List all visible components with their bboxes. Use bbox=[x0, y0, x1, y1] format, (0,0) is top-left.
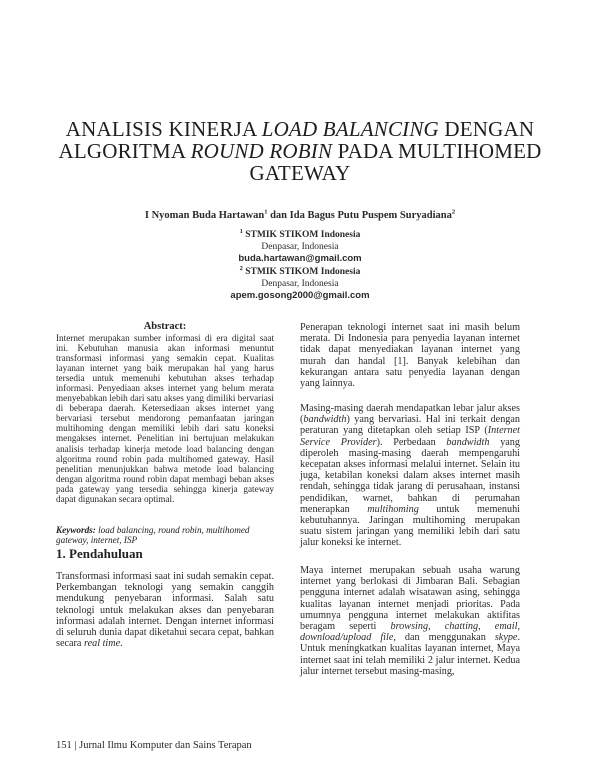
affiliation-2: $^2$ STMIK STIKOM Indonesia Denpasar, Indonesia apem.gosong2000@gmail.com bbox=[150, 267, 450, 302]
abstract-heading: Abstract: bbox=[143, 321, 187, 332]
right-paragraph-2: Masing-masing daerah mendapatkan lebar jalur akses (bandwidth) yang bervariasi. Hal ini terkait dengan peraturan yang ditetapkan oleh setiap ISP (Internet Service Provider). Perbedaan bandwidth yang diperoleh masing-masing daerah mempengaruhi kecepatan akses informasi melalui internet. Selain itu juga, ketabilan koneksi dalam akses internet masih rendah, sehingga tidak jarang di perusahaan, instansi pendidikan, warnet, bahkan di perumahan menerapkan multihoming untuk memenuhi kebutuhannya. Jaringan multihoming merupakan suatu sistem jaringan yang memiliki lebih dari satu jalur koneksi ke internet. bbox=[300, 403, 520, 549]
email-2[interactable]: apem.gosong2000@gmail.com bbox=[230, 290, 370, 301]
keywords: Keywords: load balancing, round robin, multihomed gateway, internet, ISP bbox=[56, 525, 250, 545]
title-line-2: ALGORITMA ROUND ROBIN PADA MULTIHOMED bbox=[58, 139, 542, 163]
author-1: I Nyoman Buda Hartawan bbox=[144, 210, 265, 221]
title-line-1: ANALISIS KINERJA LOAD BALANCING DENGAN bbox=[65, 117, 535, 141]
author-list: I Nyoman Buda Hartawan$^1$ dan Ida Bagus Putu Puspem Suryadiana$^2$ bbox=[144, 208, 456, 221]
email-1[interactable]: buda.hartawan@gmail.com bbox=[238, 253, 362, 264]
right-paragraph-3: Maya internet merupakan sebuah usaha warung internet yang berlokasi di Jimbaran Bali. Sebagian pengguna internet adalah wisatawan asing, sehingga kualitas layanan internet menjadi prioritas. Pada umumnya pengguna internet melakukan aktifitas beragam seperti browsing, chatting, email, download/upload file, dan menggunakan skype. Untuk meningkatkan kualitas layanan internet, Maya internet saat ini telah memiliki 2 jalur internet. Kedua jalur internet tersebut masing-masing, bbox=[300, 565, 520, 677]
section-heading-pendahuluan: 1. Pendahuluan bbox=[56, 546, 143, 561]
affiliation-1: $^1$ STMIK STIKOM Indonesia Denpasar, Indonesia buda.hartawan@gmail.com bbox=[150, 230, 450, 265]
abstract-body: Internet merupakan sumber informasi di era digital saat ini. Kebutuhan manusia akan informasi menuntut transformasi informasi yang semakin cepat. Kualitas layanan internet yang baik merupakan hal yang harus tersedia untuk memenuhi kebutuhan akses terhadap informasi. Penyediaan akses internet yang belum merata menyebabkan lebih dari satu akses yang dimiliki bervariasi di beberapa daerah. Ketersediaan akses internet yang bervariasi tersebut mendorong pemanfaatan jaringan multihoming dengan memiliki lebih dari satu koneksi mengakses internet. Penelitian ini bertujuan melakukan analisis terhadap kinerja metode load balancing dengan algoritma round robin pada multihomed gateway. Hasil penelitian menunjukkan bahwa metode load balancing dengan algoritma round robin dapat membagi beban akses pada gateway yang tersedia sehingga kinerja gateway dapat digunakan secara optimal. bbox=[56, 333, 274, 504]
paper-title bbox=[40, 118, 560, 184]
section-1-body: Transformasi informasi saat ini sudah semakin cepat. Perkembangan teknologi yang semakin canggih mendukung penyebaran informasi. Salah satu teknologi untuk melakukan akses dan penyebaran informasi adalah internet. Dengan internet informasi di seluruh dunia dapat diketahui secara cepat, bahkan secara real time. bbox=[56, 571, 274, 650]
title-line-3: GATEWAY bbox=[249, 161, 351, 185]
page-footer: 151 | Jurnal Ilmu Komputer dan Sains Terapan bbox=[56, 740, 252, 751]
right-paragraph-1: Penerapan teknologi internet saat ini masih belum merata. Di Indonesia para penyedia layanan internet tidak dapat menyediakan layanan internet yang murah dan handal [1]. Banyak kelebihan dan kekurangan antara satu penyedia layanan dengan yang lainnya. bbox=[300, 322, 520, 390]
author-2: Ida Bagus Putu Puspem Suryadiana bbox=[289, 210, 452, 221]
